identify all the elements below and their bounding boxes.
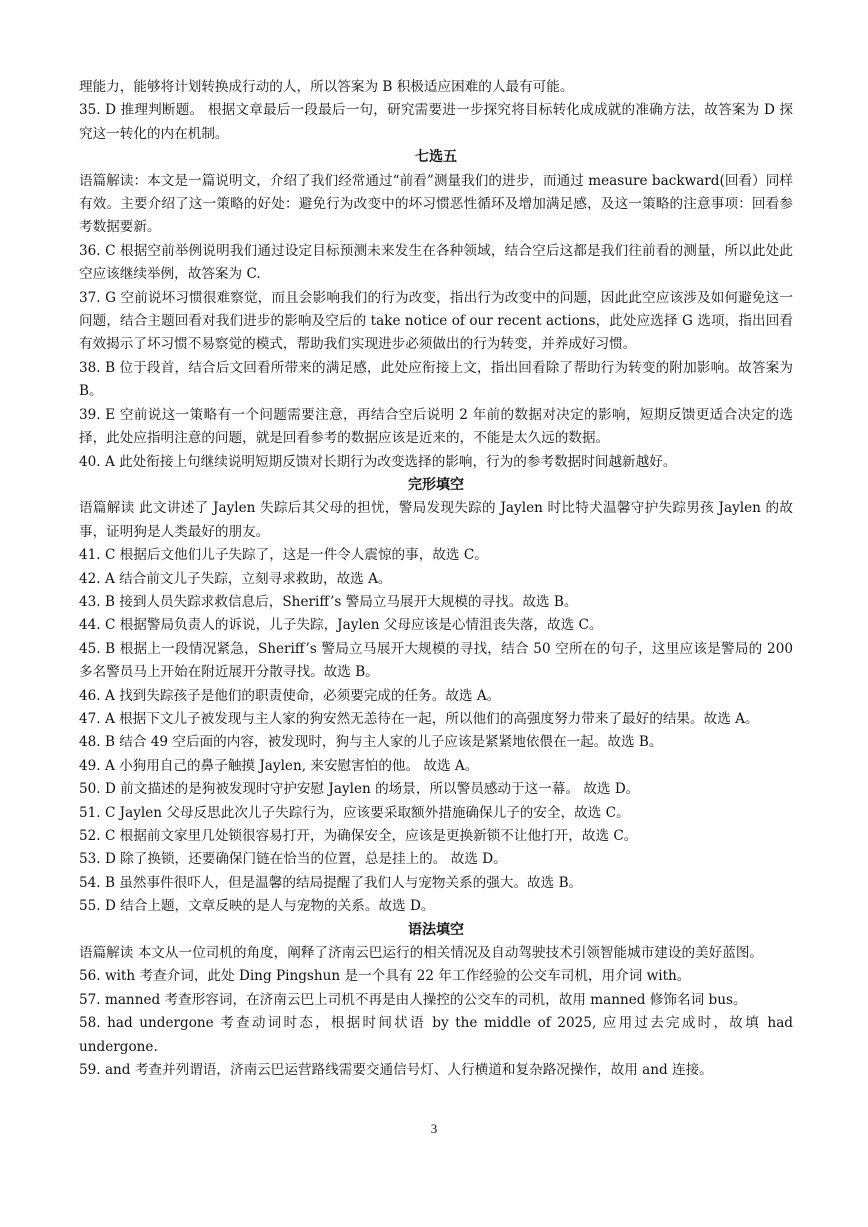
- paragraph: 40. A 此处衔接上句继续说明短期反馈对长期行为改变选择的影响，行为的参考数据时间越新越好。: [79, 453, 677, 470]
- document-body: [79, 76, 793, 1082]
- section-heading: 七选五: [415, 149, 457, 166]
- paragraph: 43. B 接到人员失踪求救信息后，Sheriff’s 警局立马展开大规模的寻找。故选 B。: [79, 593, 578, 610]
- paragraph: 37. G 空前说坏习惯很难察觉，而且会影响我们的行为改变，指出行为改变中的问题，因此此空应该涉及如何避免这一问题，结合主题回看对我们进步的影响及空后的 take notice of our recent actions，此处应选择 G 选项，指出回看有效揭示了坏习惯不易察觉的模式，帮助我们实现进步必须做出的行为转变，并养成好习惯。: [79, 289, 793, 353]
- paragraph: 语篇解读 本文从一位司机的角度，阐释了济南云巴运行的相关情况及自动驾驶技术引领智能城市建设的美好蓝图。: [79, 945, 764, 962]
- section-heading: 语法填空: [408, 921, 464, 938]
- paragraph: 44. C 根据警局负责人的诉说，儿子失踪，Jaylen 父母应该是心情沮丧失落，故选 C。: [79, 617, 603, 634]
- paragraph: 语篇解读 此文讲述了 Jaylen 失踪后其父母的担忧，警局发现失踪的 Jaylen 时比特犬温馨守护失踪男孩 Jaylen 的故事，证明狗是人类最好的朋友。: [79, 500, 793, 540]
- paragraph: 59. and 考查并列谓语，济南云巴运营路线需要交通信号灯、人行横道和复杂路况操作，故用 and 连接。: [79, 1062, 713, 1079]
- paragraph: 51. C Jaylen 父母反思此次儿子失踪行为，应该要采取额外措施确保儿子的安全，故选 C。: [79, 804, 630, 821]
- paragraph: 35. D 推理判断题。 根据文章最后一段最后一句，研究需要进一步探究将目标转化成成就的准确方法，故答案为 D 探究这一转化的内在机制。: [79, 102, 793, 142]
- paragraph: 50. D 前文描述的是狗被发现时守护安慰 Jaylen 的场景，所以警员感动于这一幕。 故选 D。: [79, 781, 640, 798]
- paragraph: 46. A 找到失踪孩子是他们的职责使命，必须要完成的任务。故选 A。: [79, 687, 501, 704]
- paragraph: 38. B 位于段首，结合后文回看所带来的满足感，此处应衔接上文，指出回看除了帮助行为转变的附加影响。故答案为 B。: [79, 359, 793, 400]
- paragraph: 53. D 除了换锁，还要确保门链在恰当的位置，总是挂上的。 故选 D。: [79, 851, 507, 868]
- paragraph: 57. manned 考查形容词，在济南云巴上司机不再是由人操控的公交车的司机，故用 manned 修饰名词 bus。: [79, 991, 747, 1008]
- paragraph: 42. A 结合前文儿子失踪，立刻寻求救助，故选 A。: [79, 570, 392, 587]
- paragraph: 理能力，能够将计划转换成行动的人，所以答案为 B 积极适应困难的人最有可能。: [79, 79, 574, 95]
- paragraph: 58. had undergone 考查动词时态，根据时间状语 by the middle of 2025, 应用过去完成时，故填 had undergone.: [79, 1015, 793, 1055]
- paragraph: 语篇解读：本文是一篇说明文，介绍了我们经常通过“前看”测量我们的进步，而通过 measure backward(回看）同样有效。主要介绍了这一策略的好处：避免行为改变中的坏习惯恶性循环及增加满足感，及这一策略的注意事项：回看参考数据要新。: [79, 172, 793, 236]
- paragraph: 39. E 空前说这一策略有一个问题需要注意，再结合空后说明 2 年前的数据对决定的影响，短期反馈更适合决定的选择，此处应指明注意的问题，就是回看参考的数据应该是近来的，不能是太久远的数据。: [79, 406, 793, 447]
- paragraph: 48. B 结合 49 空后面的内容，被发现时，狗与主人家的儿子应该是紧紧地依偎在一起。故选 B。: [79, 734, 663, 751]
- paragraph: 45. B 根据上一段情况紧急，Sheriff’s 警局立马展开大规模的寻找，结合 50 空所在的句子，这里应该是警局的 200 多名警员马上开始在附近展开分散寻找。故选 B。: [79, 640, 793, 681]
- section-heading: 完形填空: [408, 476, 464, 493]
- paragraph: 52. C 根据前文家里几处锁很容易打开，为确保安全，应该是更换新锁不让他打开，故选 C。: [79, 828, 638, 844]
- paragraph: 47. A 根据下文儿子被发现与主人家的狗安然无恙待在一起，所以他们的高强度努力带来了最好的结果。故选 A。: [79, 710, 759, 727]
- page-number: 3: [430, 1121, 438, 1136]
- paragraph: 41. C 根据后文他们儿子失踪了，这是一件令人震惊的事，故选 C。: [79, 547, 488, 564]
- paragraph: 49. A 小狗用自己的鼻子触摸 Jaylen, 来安慰害怕的他。 故选 A。: [79, 757, 479, 774]
- paragraph: 36. C 根据空前举例说明我们通过设定目标预测未来发生在各种领域，结合空后这都是我们往前看的测量，所以此处此空应该继续举例，故答案为 C.: [79, 242, 793, 283]
- paragraph: 54. B 虽然事件很吓人，但是温馨的结局提醒了我们人与宠物关系的强大。故选 B。: [79, 874, 583, 891]
- paragraph: 56. with 考查介词，此处 Ding Pingshun 是一个具有 22 年工作经验的公交车司机，用介词 with。: [79, 968, 691, 985]
- paragraph: 55. D 结合上题，文章反映的是人与宠物的关系。故选 D。: [79, 898, 435, 915]
